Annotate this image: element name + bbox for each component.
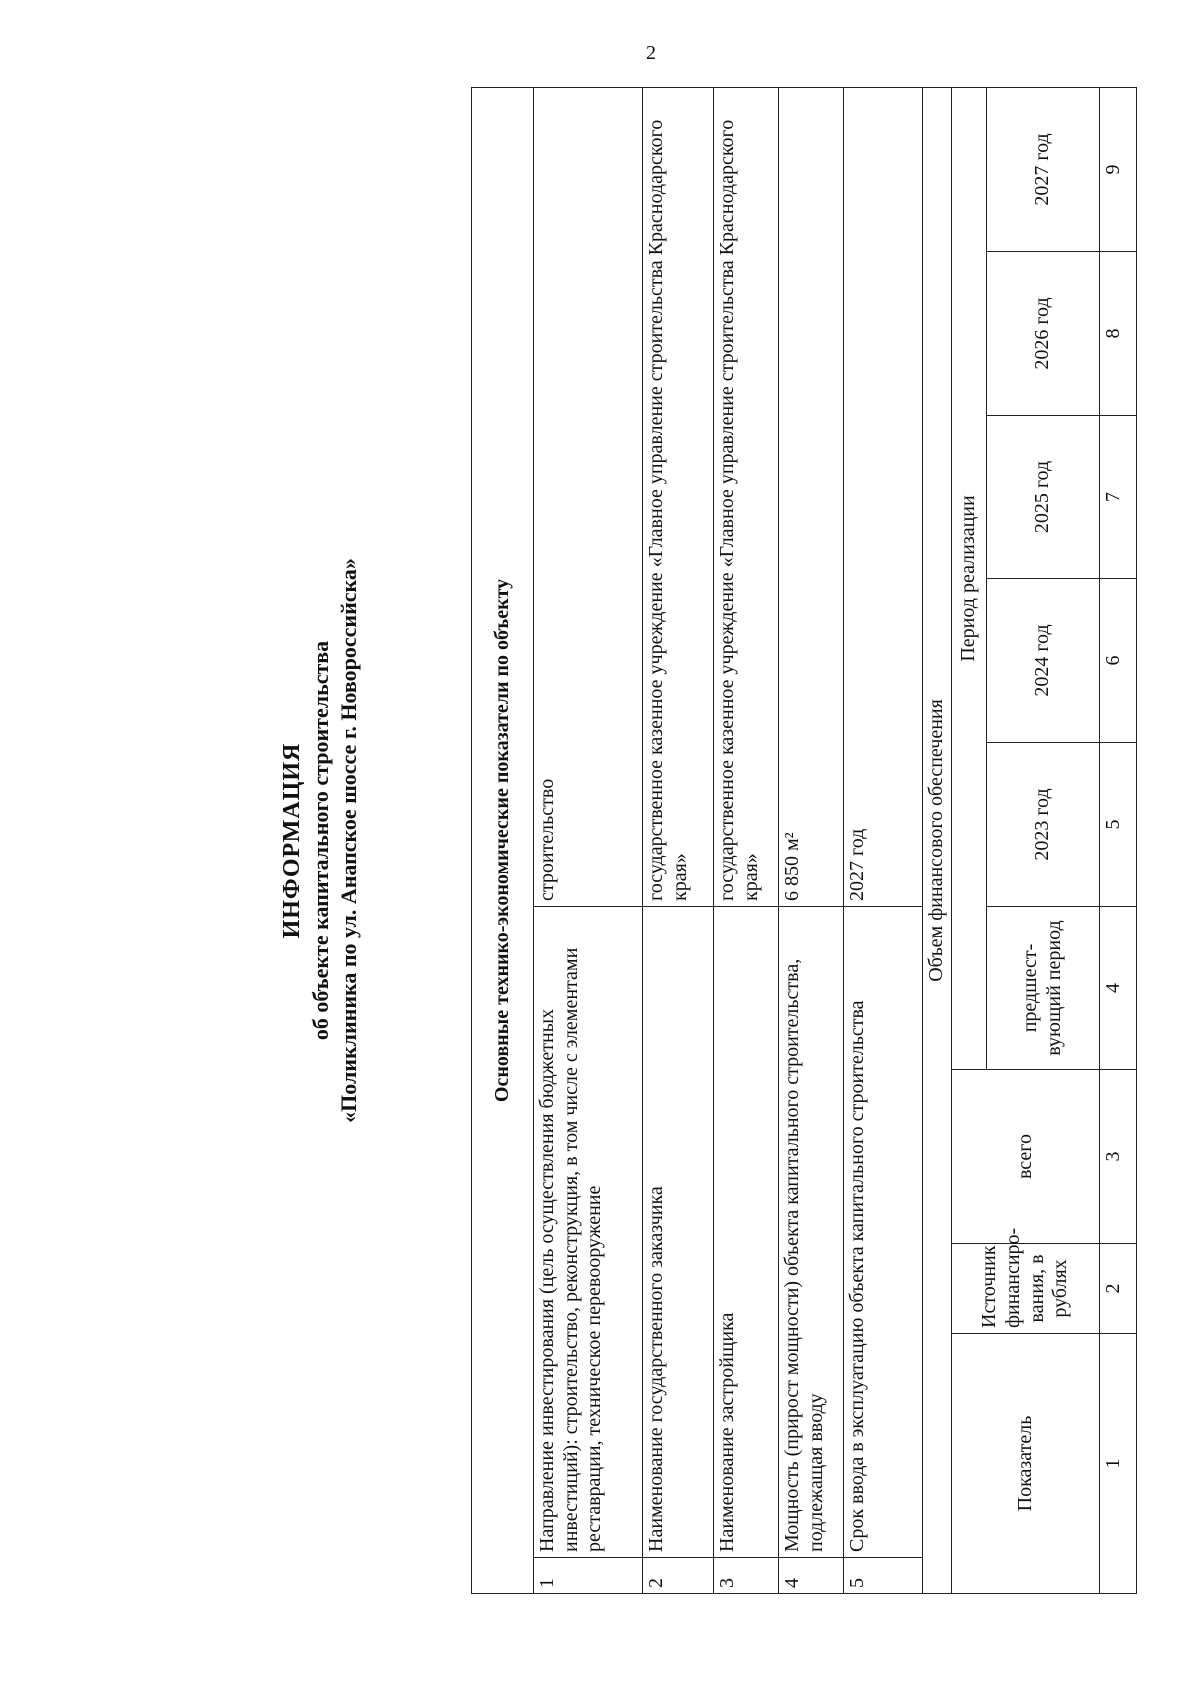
page-number: 2 bbox=[646, 42, 656, 64]
period-header: Период реализации bbox=[952, 87, 987, 1069]
index-cell: 6 bbox=[1100, 579, 1137, 743]
row-label: Срок ввода в эксплуатацию объекта капитального строительства bbox=[844, 907, 923, 1558]
rotated-content bbox=[279, 87, 1124, 1594]
document-subtitle: об объекте капитального строительства bbox=[308, 640, 333, 1041]
row-label: Направление инвестирования (цель осуществления бюджетных инвестиций): строительство, реконструкция, в том числе с элементами реставрации, техническое перевооружение bbox=[534, 907, 643, 1558]
table-row bbox=[779, 87, 844, 1593]
index-cell: 9 bbox=[1100, 87, 1137, 251]
index-cell: 7 bbox=[1100, 416, 1137, 579]
row-value: государственное казенное учреждение «Главное управление строительства Краснодарского края» bbox=[714, 87, 779, 906]
row-value: государственное казенное учреждение «Главное управление строительства Краснодарского края» bbox=[643, 87, 714, 906]
financing-header: Объем финансового обеспечения bbox=[923, 87, 952, 1593]
table-row bbox=[844, 87, 923, 1593]
row-number: 3 bbox=[714, 1558, 779, 1594]
table-row bbox=[534, 87, 643, 1593]
table-row bbox=[714, 87, 779, 1593]
row-label: Наименование застройщика bbox=[714, 907, 779, 1558]
index-cell: 8 bbox=[1100, 252, 1137, 416]
col-year: 2026 год bbox=[987, 252, 1100, 416]
col-year: 2027 год bbox=[987, 87, 1100, 251]
col-indicator: Показатель bbox=[952, 1334, 1100, 1594]
index-cell: 2 bbox=[1100, 1244, 1137, 1334]
col-year: 2025 год bbox=[987, 416, 1100, 579]
document-title: ИНФОРМАЦИЯ bbox=[279, 742, 305, 939]
index-row bbox=[1100, 87, 1137, 1593]
row-value: 2027 год bbox=[844, 87, 923, 906]
table-row bbox=[643, 87, 714, 1593]
row-value: 6 850 м² bbox=[779, 87, 844, 906]
index-cell: 5 bbox=[1100, 743, 1137, 907]
row-number: 4 bbox=[779, 1558, 844, 1594]
row-number: 1 bbox=[534, 1558, 643, 1594]
info-table bbox=[471, 87, 1137, 1594]
row-label: Наименование государственного заказчика bbox=[643, 907, 714, 1558]
row-number: 2 bbox=[643, 1558, 714, 1594]
object-name: «Поликлиника по ул. Анапское шоссе г. Новороссийска» bbox=[336, 558, 361, 1123]
row-value: строительство bbox=[534, 87, 643, 906]
col-prior-period: предшест-вующий период bbox=[987, 907, 1100, 1070]
index-cell: 3 bbox=[1100, 1070, 1137, 1244]
indicators-header: Основные технико-экономические показатели по объекту bbox=[472, 87, 534, 1593]
col-source: Источник финансиро-вания, в рублях bbox=[952, 1244, 1100, 1334]
row-label: Мощность (прирост мощности) объекта капитального строительства, подлежащая вводу bbox=[779, 907, 844, 1558]
row-number: 5 bbox=[844, 1558, 923, 1594]
col-total: всего bbox=[952, 1070, 1100, 1244]
index-cell: 1 bbox=[1100, 1334, 1137, 1594]
col-year: 2024 год bbox=[987, 579, 1100, 743]
col-year: 2023 год bbox=[987, 743, 1100, 907]
index-cell: 4 bbox=[1100, 907, 1137, 1070]
